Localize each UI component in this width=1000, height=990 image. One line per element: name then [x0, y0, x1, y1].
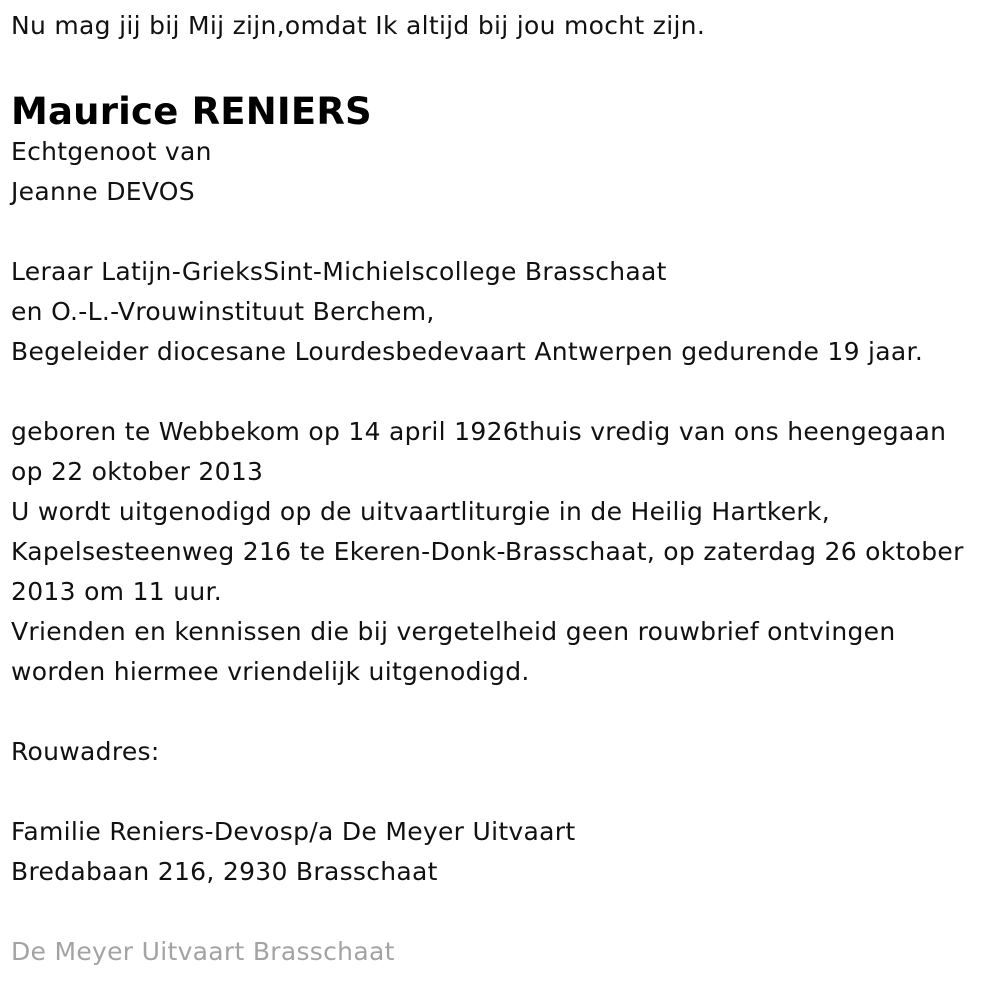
spacer	[11, 372, 991, 412]
obituary-page	[11, 0, 991, 972]
career-line: en O.-L.-Vrouwinstituut Berchem,	[11, 297, 435, 326]
motto-text: Nu mag jij bij Mij zijn,omdat Ik altijd bij jou mocht zijn.	[11, 11, 706, 40]
announcement-line: Kapelsesteenweg 216 te Ekeren-Donk-Brasschaat, op zaterdag 26 oktober	[11, 537, 964, 566]
spacer	[11, 892, 991, 932]
announcement-line: U wordt uitgenodigd op de uitvaartliturgie in de Heilig Hartkerk,	[11, 497, 830, 526]
spacer	[11, 772, 991, 812]
spacer	[11, 212, 991, 252]
address-label: Rouwadres:	[11, 737, 160, 766]
career-line: Begeleider diocesane Lourdesbedevaart Antwerpen gedurende 19 jaar.	[11, 337, 924, 366]
relation-text: Echtgenoot van	[11, 137, 212, 166]
footer-text: De Meyer Uitvaart Brasschaat	[11, 937, 395, 966]
announcement-line: Vrienden en kennissen die bij vergetelheid geen rouwbrief ontvingen	[11, 617, 896, 646]
deceased-name: Maurice RENIERS	[11, 90, 372, 133]
career-line: Leraar Latijn-GrieksSint-Michielscollege Brasschaat	[11, 257, 667, 286]
announcement-line: geboren te Webbekom op 14 april 1926thuis vredig van ons heengegaan	[11, 417, 947, 446]
announcement-line: 2013 om 11 uur.	[11, 577, 223, 606]
announcement-line: op 22 oktober 2013	[11, 457, 264, 486]
spouse-name: Jeanne DEVOS	[11, 177, 195, 206]
address-line: Bredabaan 216, 2930 Brasschaat	[11, 857, 438, 886]
announcement-line: worden hiermee vriendelijk uitgenodigd.	[11, 657, 530, 686]
spacer	[11, 692, 991, 732]
address-line: Familie Reniers-Devosp/a De Meyer Uitvaart	[11, 817, 576, 846]
